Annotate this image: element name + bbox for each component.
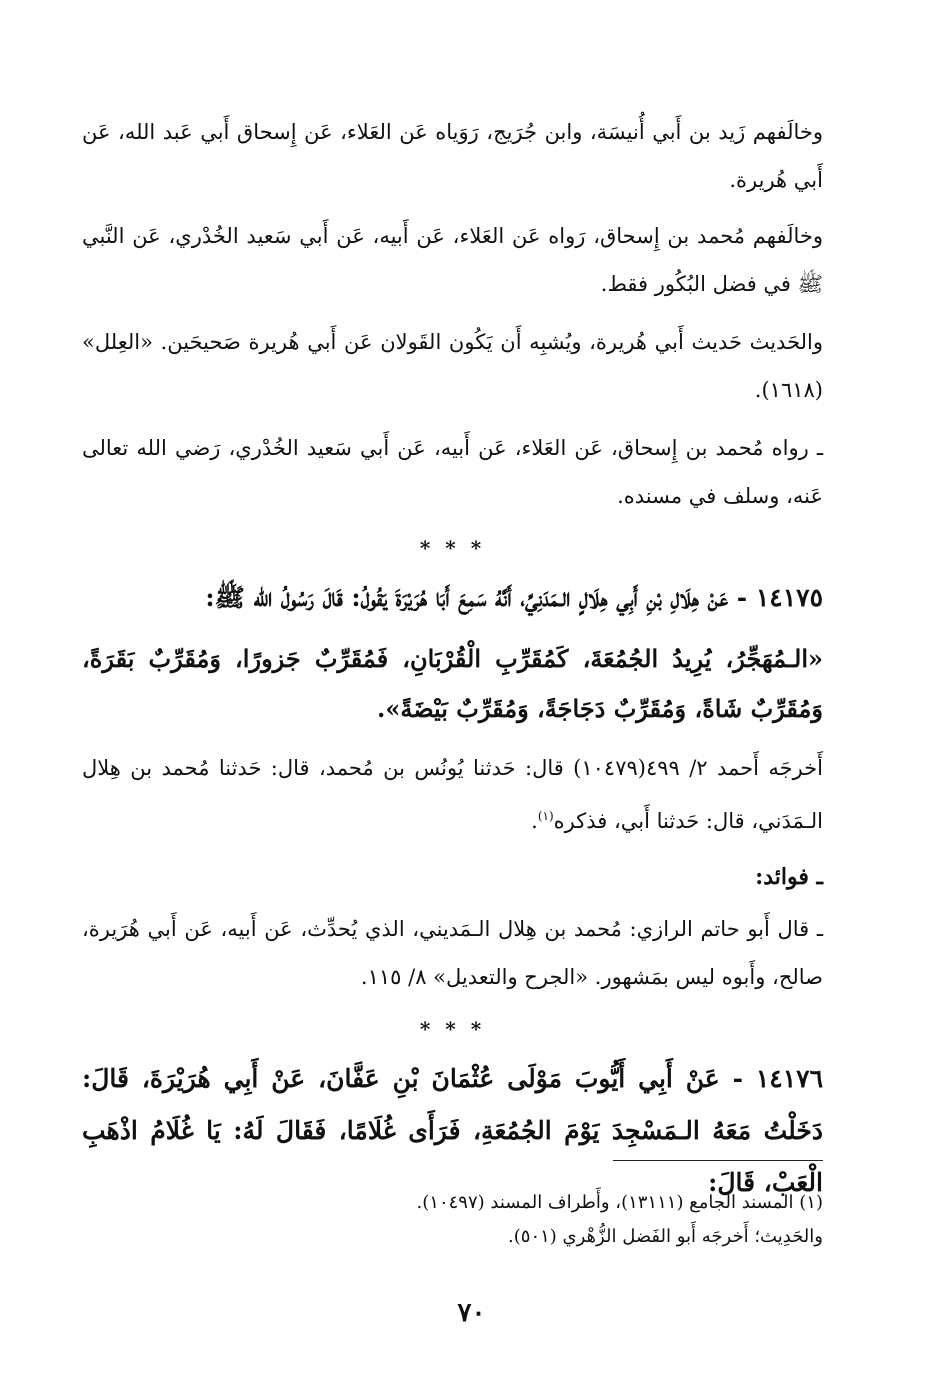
section-divider: * * * — [419, 1017, 486, 1041]
paragraph-4: ـ رواه مُحمد بن إِسحاق، عَن العَلاء، عَن أَبيه، عَن أَبي سَعيد الخُدْري، رَضي الله تعالى عَنه، وسلف في مسنده. — [82, 436, 823, 508]
takhrij-end: . — [531, 809, 538, 833]
section-divider: * * * — [419, 536, 486, 560]
footnote-1: (١) المسند الجامع (١٣١١١)، وأَطراف المسند (١٠٤٩٧). — [416, 1192, 823, 1213]
hadith-14176-text: ١٤١٧٦ - عَنْ أَبِي أَيُّوبَ مَوْلَى عُثْمَانَ بْنِ عَفَّانَ، عَنْ أَبِي هُرَيْرَةَ، قَالَ: دَخَلْتُ مَعَهُ الـمَسْجِدَ يَوْمَ الجُمُعَةِ، فَرَأَى غُلَامًا، فَقَالَ لَهُ: يَا غُلَامُ اذْهَبِ الْعَبْ، قَالَ: — [82, 1064, 823, 1197]
fawaid-paragraph: ـ قال أَبو حاتم الرازي: مُحمد بن هِلال الـمَديني، الذي يُحدِّث، عَن أَبيه، عَن أَبي هُرَيرة، صالح، وأَبوه ليس بمَشهور. «الجرح والتعديل» ٨/ ١١٥. — [82, 917, 823, 989]
takhrij-paragraph — [82, 744, 823, 845]
footnote-ref-1[interactable]: (١) — [537, 809, 554, 823]
footnote-divider — [613, 1160, 823, 1161]
takhrij-text: أَخرجَه أَحمد ٢/ ٤٩٩(١٠٤٧٩) قال: حَدثنا يُونُس بن مُحمد، قال: حَدثنا مُحمد بن هِلال الـمَدَني، قال: حَدثنا أَبي، فذكره — [82, 756, 823, 833]
paragraph-3: والحَديث حَديث أَبي هُريرة، ويُشبِه أَن يَكُون القَولان عَن أَبي هُريرة صَحيحَين. «العِلل» (١٦١٨). — [82, 330, 823, 402]
footnote-1-continued: والحَدِيث؛ أَخرجَه أَبو الفَضل الزُّهْري (٥٠١). — [508, 1226, 823, 1247]
paragraph-2: وخالَفهم مُحمد بن إِسحاق، رَواه عَن العَلاء، عَن أَبيه، عَن أَبي سَعيد الخُدْري، عَن النَّبي ﷺ في فضل البُكُور فقط. — [82, 224, 823, 296]
hadith-14175-matn: «الـمُهَجِّرُ، يُرِيدُ الجُمُعَةَ، كَمُقَرِّبِ الْقُرْبَانِ، فَمُقَرِّبٌ جَزورًا، وَمُقَرِّبٌ بَقَرَةً، وَمُقَرِّبٌ شَاةً، وَمُقَرِّبٌ دَجَاجَةً، وَمُقَرِّبٌ بَيْضَةً». — [82, 644, 823, 723]
hadith-14175-isnad: ١٤١٧٥ - عَنْ هِلَالِ بْنِ أَبِي هِلَالٍ الـمَدَنِيِّ، أَنَّهُ سَمِعَ أَبَا هُرَيْرَةَ يَقُولُ: قَالَ رَسُولُ الله ﷺ: — [205, 583, 823, 612]
fawaid-heading: ـ فوائد: — [755, 864, 823, 890]
footnotes — [120, 1186, 823, 1254]
page-number: ٧٠ — [457, 1298, 486, 1328]
main-text — [82, 108, 823, 1219]
paragraph-1: وخالَفهم زَيد بن أَبي أُنيسَة، وابن جُرَيج، رَوَياه عَن العَلاء، عَن إِسحاق أَبي عَبد الله، عَن أَبي هُريرة. — [82, 120, 823, 192]
